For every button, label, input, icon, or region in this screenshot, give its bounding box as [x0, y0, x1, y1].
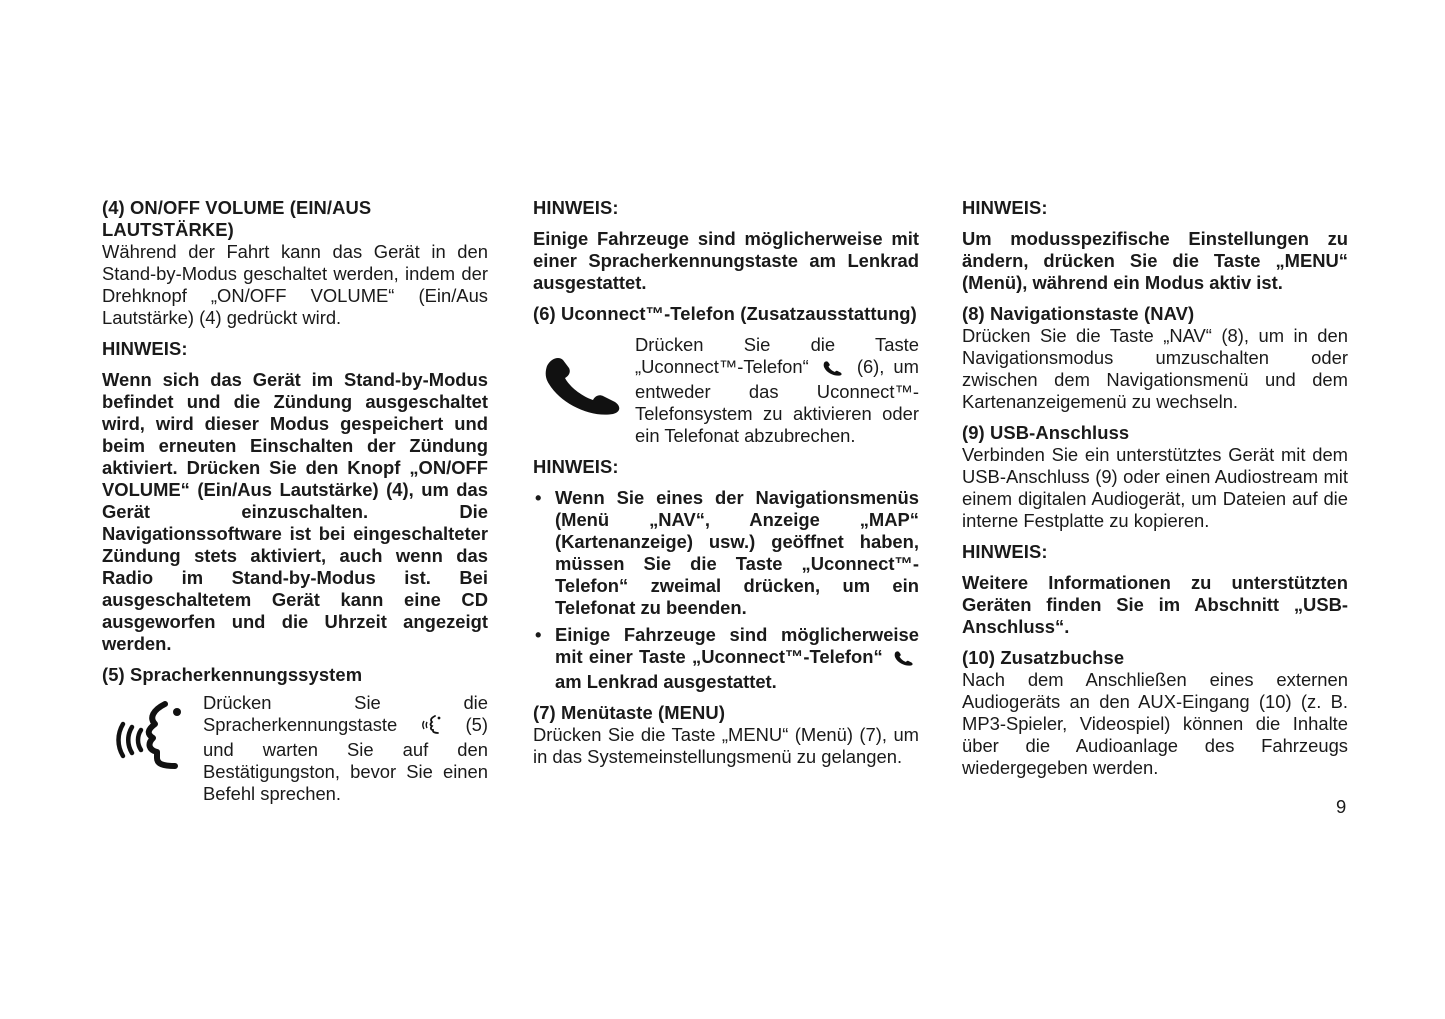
- hinweis-3-label: HINWEIS:: [533, 456, 619, 477]
- phone-handset-icon: [533, 334, 635, 434]
- section-7-text: Drücken Sie die Taste „MENU“ (Menü) (7), um in das Systemeinstellungsmenü zu gelangen.: [533, 724, 919, 767]
- section-6-text: [635, 334, 919, 447]
- hinweis-2-text: Einige Fahrzeuge sind möglicherweise mit einer Spracherkennungstaste am Lenkrad ausgestattet.: [533, 228, 919, 293]
- section-6-title: (6) Uconnect™-Telefon (Zusatzausstattung): [533, 303, 917, 324]
- section-9-text: Verbinden Sie ein unterstütztes Gerät mit dem USB-Anschluss (9) oder einen Audiostream mit einem digitalen Audiogerät, um Dateien auf die interne Festplatte zu kopieren.: [962, 444, 1348, 531]
- hinweis-1-text: Wenn sich das Gerät im Stand-by-Modus befindet und die Zündung ausgeschaltet wird, wird dieser Modus gespeichert und beim erneuten Einschalten der Zündung aktiviert. Drücken Sie den Knopf „ON/OFF VOLUME“ (Ein/Aus Lautstärke) (4), um das Gerät einzuschalten. Die Navigationssoftware ist bei eingeschalteter Zündung stets aktiviert, auch wenn das Radio im Stand-by-Modus ist. Bei ausgeschaltetem Gerät kann eine CD ausgeworfen und die Uhrzeit angezeigt werden.: [102, 369, 488, 654]
- phone-inline-icon: [822, 359, 844, 381]
- hinweis-3-list: [533, 487, 919, 693]
- section-8-title: (8) Navigationstaste (NAV): [962, 303, 1195, 324]
- phone-inline-icon: [893, 649, 915, 671]
- section-6-text-b: (6), um entweder das Uconnect™-Telefonsystem zu aktivieren oder ein Telefonat abzubrechen.: [635, 356, 919, 446]
- hinweis-5-label: HINWEIS:: [962, 541, 1048, 562]
- hinweis-1-label: HINWEIS:: [102, 338, 188, 359]
- section-7-title: (7) Menütaste (MENU): [533, 702, 726, 723]
- hinweis-5-text: Weitere Informationen zu unterstützten Geräten finden Sie im Abschnitt „USB-Anschluss“.: [962, 572, 1348, 637]
- column-right: [962, 197, 1348, 779]
- hinweis-4-text: Um modusspezifische Einstellungen zu ändern, drücken Sie die Taste „MENU“ (Menü), während ein Modus aktiv ist.: [962, 228, 1348, 293]
- voice-recognition-inline-icon: [419, 714, 443, 739]
- hinweis-2-label: HINWEIS:: [533, 197, 619, 218]
- section-10-title: (10) Zusatzbuchse: [962, 647, 1125, 668]
- page-number: 9: [1336, 796, 1347, 817]
- section-9-title: (9) USB-Anschluss: [962, 422, 1130, 443]
- bullet-2-text-b: am Lenkrad ausgestattet.: [555, 671, 777, 692]
- section-5-text: [203, 692, 488, 805]
- section-5-title: (5) Spracherkennungssystem: [102, 664, 363, 685]
- section-5-body: [102, 692, 488, 805]
- voice-recognition-icon: [102, 692, 203, 780]
- bullet-2-text-a: Einige Fahrzeuge sind möglicherweise mit einer Taste „Uconnect™-Telefon“: [555, 624, 919, 667]
- section-4-text: Während der Fahrt kann das Gerät in den Stand-by-Modus geschaltet werden, indem der Drehknopf „ON/OFF VOLUME“ (Ein/Aus Lautstärke) (4) gedrückt wird.: [102, 241, 488, 328]
- section-6-body: [533, 334, 919, 447]
- column-left: [102, 197, 488, 805]
- hinweis-4-label: HINWEIS:: [962, 197, 1048, 218]
- column-middle: [533, 197, 919, 768]
- section-4-title-line1: (4) ON/OFF VOLUME (EIN/AUS: [102, 197, 372, 218]
- section-8-text: Drücken Sie die Taste „NAV“ (8), um in den Navigationsmodus umzuschalten oder zwischen dem Navigationsmenü und dem Kartenanzeigemenü zu wechseln.: [962, 325, 1348, 412]
- section-5-text-b: (5) und warten Sie auf den Bestätigungston, bevor Sie einen Befehl sprechen.: [203, 714, 488, 804]
- bullet-item: [533, 624, 919, 693]
- bullet-item: • Wenn Sie eines der Navigationsmenüs (Menü „NAV“, Anzeige „MAP“ (Kartenanzeige) usw.) geöffnet haben, müssen Sie die Taste „Uconnect™-Telefon“ zweimal drücken, um ein Telefonat zu beenden.: [533, 487, 919, 619]
- section-5-text-a: Drücken Sie die Spracherkennungstaste: [203, 692, 488, 735]
- section-10-text: Nach dem Anschließen eines externen Audiogeräts an den AUX-Eingang (10) (z. B. MP3-Spieler, Videospiel) können die Inhalte über die Audioanlage des Fahrzeugs wiedergegeben werden.: [962, 669, 1348, 778]
- section-4-title-line2: LAUTSTÄRKE): [102, 219, 234, 240]
- section-6-text-a: Drücken Sie die Taste „Uconnect™-Telefon“: [635, 334, 919, 377]
